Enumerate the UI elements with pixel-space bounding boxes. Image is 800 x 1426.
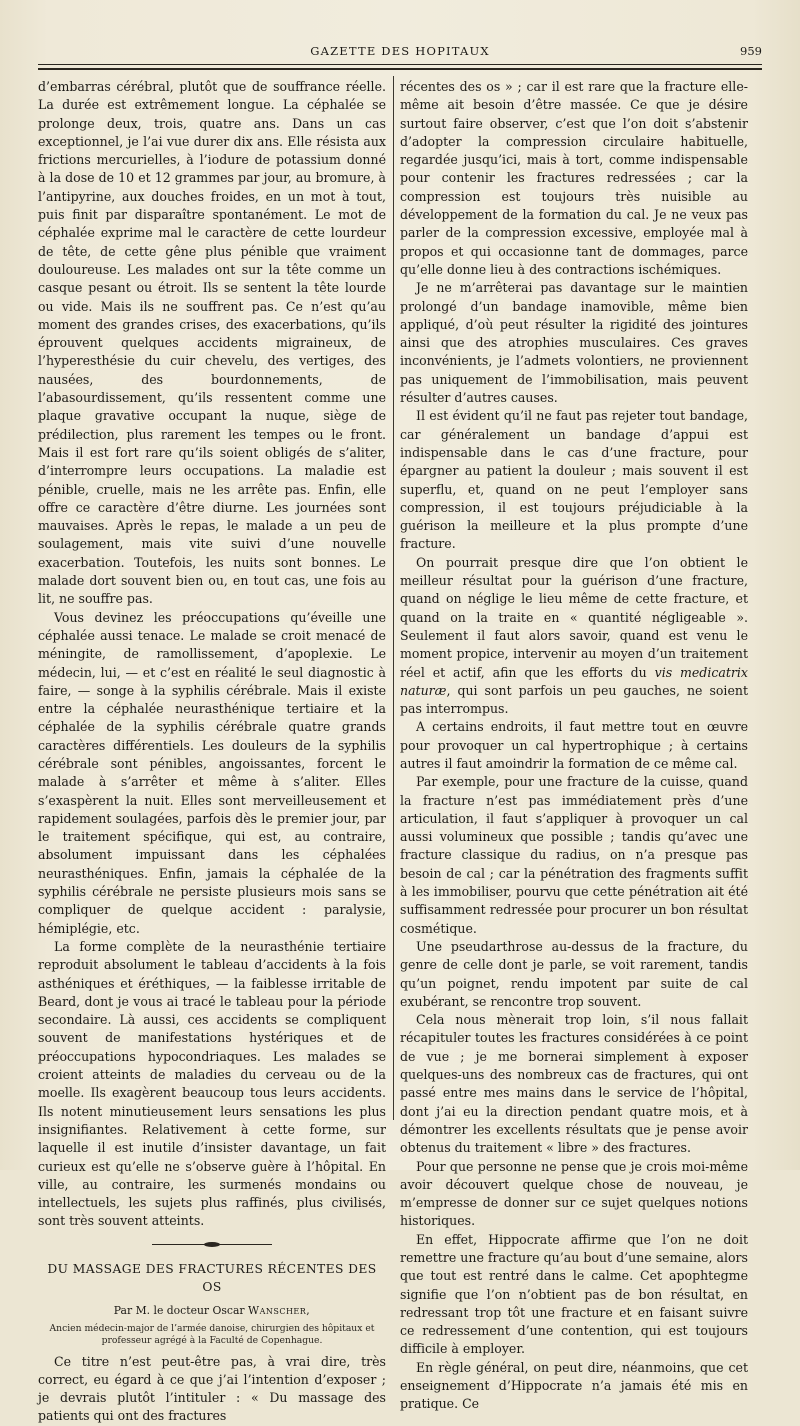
paragraph: A certains endroits, il faut mettre tout en œuvre pour provoquer un cal hypertrophique ; à certains autres il faut amoindrir la formation de ce même cal. xyxy=(400,719,748,771)
latin-phrase: vis medicatrix naturæ xyxy=(400,664,748,698)
paragraph: Je ne m’arrêterai pas davantage sur le maintien prolongé d’un bandage inamovible, même bien appliqué, d’où peut résulter la rigidité des jointures ainsi que des atrophies musculaires. Ces graves inconvénients, je l’admets volontiers, ne proviennent pas uniquement de l’immobilisation, mais peuvent résulter d’autres causes. xyxy=(400,280,748,406)
section-separator xyxy=(152,1241,272,1248)
right-column xyxy=(400,78,748,1414)
paragraph: En règle général, on peut dire, néanmoins, que cet enseignement d’Hippocrate n’a jamais été mis en pratique. Ce xyxy=(400,1359,748,1412)
header-rule-thin xyxy=(38,64,762,65)
paragraph: Pour que personne ne pense que je crois moi-même avoir découvert quelque chose de nouveau, je m’empresse de donner sur ce sujet quelques notions historiques. xyxy=(400,1158,748,1229)
page-header xyxy=(38,44,762,62)
paragraph: Par exemple, pour une fracture de la cuisse, quand la fracture n’est pas immédiatement près d’une articulation, il faut s’appliquer à provoquer un cal aussi volumineux que possible ; tandis qu’avec une fracture classique du radius, on n’a presque pas besoin de cal ; car la pénétration des fragments suffit à les immobiliser, pourvu que cette pénétration ait été suffisamment redressée pour procurer un bon résultat cosmétique. xyxy=(400,774,748,936)
paragraph: La forme complète de la neurasthénie tertiaire reproduit absolument le tableau d’accidents à la fois asthéniques et éréthiques, — la faiblesse irritable de Beard, dont je vous ai tracé le tableau pour la période secondaire. Là aussi, ces accidents se compliquent souvent de manifestations hystériques et de préoccupations hypocondriaques. Les malades se croient atteints de maladies du cerveau ou de la moelle. Ils exagèrent beaucoup tous leurs accidents. Ils notent minutieusement leurs sensations les plus insignifiantes. Relativement à cette forme, sur laquelle il est inutile d’insister davantage, un fait curieux est qu’elle ne s’observe guère à l’hôpital. En ville, au contraire, les surmenés mondains ou intellectuels, les sujets plus raffinés, plus civilisés, sont très souvent atteints. xyxy=(38,938,386,1229)
author-affiliation: Ancien médecin-major de l’armée danoise, chirurgien des hôpitaux et professeur agrégé à la Faculté de Copenhague. xyxy=(49,1322,375,1346)
text-run: , qui sont parfois un peu gauches, ne soient pas interrompus. xyxy=(400,682,748,717)
byline-prefix: Par M. le docteur Oscar xyxy=(113,1304,248,1318)
byline xyxy=(38,1302,386,1320)
paragraph: Cela nous mènerait trop loin, s’il nous fallait récapituler toutes les fractures considérées à ce point de vue ; je me bornerai simplement à exposer quelques-uns des nombreux cas de fractures, qui ont passé entre mes mains dans le service de l’hôpital, dont j’ai eu la direction pendant quatre mois, et à démontrer les excellents résultats que je pense avoir obtenus du traitement « libre » des fractures. xyxy=(400,1012,748,1156)
column-divider xyxy=(393,76,394,1120)
header-rule-thick xyxy=(38,68,762,70)
paragraph: Vous devinez les préoccupations qu’éveille une céphalée aussi tenace. Le malade se croit menacé de méningite, de ramollissement, d’apoplexie. Le médecin, lui, — et c’est en réalité le seul diagnostic à faire, — songe à la syphilis cérébrale. Mais il existe entre la céphalée neurasthénique tertiaire et la céphalée de la syphilis cérébrale quatre grands caractères différentiels. Les douleurs de la syphilis cérébrale sont pénibles, angoissantes, forcent le malade à s’arrêter et même à s’aliter. Elles s’exaspèrent la nuit. Elles sont merveilleusement et rapidement soulagées, parfois dès le premier jour, par le traitement spécifique, qui est, au contraire, absolument impuissant dans les céphalées neurasthéniques. Enfin, jamais la céphalée de la syphilis cérébrale ne persiste plusieurs mois sans se compliquer de quelque accident : paralysie, hémiplégie, etc. xyxy=(38,609,386,936)
article-title: DU MASSAGE DES FRACTURES RÉCENTES DES OS xyxy=(47,1261,377,1294)
paragraph xyxy=(400,554,748,719)
paragraph: Une pseudarthrose au-dessus de la fracture, du genre de celle dont je parle, se voit rarement, tandis qu’un poignet, rendu impotent par suite de cal exubérant, se rencontre trop souvent. xyxy=(400,938,748,1009)
running-title: GAZETTE DES HOPITAUX xyxy=(310,44,490,58)
paragraph: Il est évident qu’il ne faut pas rejeter tout bandage, car généralement un bandage d’appui est indispensable dans le cas d’une fracture, pour épargner au patient la douleur ; mais souvent il est superflu, et, quand on ne peut l’employer sans compression, il est toujours préjudiciable à la guérison la meilleure et la plus prompte d’une fracture. xyxy=(400,408,748,552)
paragraph: d’embarras cérébral, plutôt que de souffrance réelle. La durée est extrêmement longue. La céphalée se prolonge deux, trois, quatre ans. Dans un cas exceptionnel, je l’ai vue durer dix ans. Elle résista aux frictions mercurielles, à l’iodure de potassium donné à la dose de 10 et 12 grammes par jour, au bromure, à l’antipyrine, aux douches froides, en un mot à tout, puis finit par disparaître spontanément. Le mot de céphalée exprime mal le caractère de cette lourdeur de tête, de cette gêne plus pénible que vraiment douloureuse. Les malades ont sur la tête comme un casque pesant ou étroit. Ils se sentent la tête lourde ou vide. Mais ils ne souffrent pas. Ce n’est qu’au moment des grandes crises, des exacerbations, qu’ils éprouvent quelques accidents migraineux, de l’hyperesthésie du cuir chevelu, des vertiges, des nausées, des bourdonnements, de l’abasourdissement, qu’ils ressentent comme une plaque gravative occupant la nuque, siège de prédilection, plus rarement les tempes ou le front. Mais il est fort rare qu’ils soient obligés de s’aliter, d’interrompre leurs occupations. La maladie est pénible, cruelle, mais ne les arrête pas. Enfin, elle offre ce caractère d’être diurne. Les journées sont mauvaises. Après le repas, le malade a un peu de soulagement, mais vite suivi d’une nouvelle exacerbation. Toutefois, les nuits sont bonnes. Le malade dort souvent bien ou, en tout cas, une fois au lit, ne souffre pas. xyxy=(38,79,386,607)
paragraph: En effet, Hippocrate affirme que l’on ne doit remettre une fracture qu’au bout d’une semaine, alors que tout est rentré dans le calme. Cet apophtegme signifie que l’on n’obtient pas de bon résultat, en redressant trop tôt une fracture et en faisant suivre ce redressement d’une contention, qui est toujours difficile à employer. xyxy=(400,1231,748,1357)
left-column xyxy=(38,78,386,1426)
page-number: 959 xyxy=(740,44,762,58)
paragraph: récentes des os » ; car il est rare que la fracture elle-même ait besoin d’être massée. Ce que je désire surtout faire observer, c’est que l’on doit s’abstenir d’adopter la compression circulaire habituelle, regardée jusqu’ici, mais à tort, comme indispensable pour contenir les fractures redressées ; car la compression est toujours très nuisible au développement de la formation du cal. Je ne veux pas parler de la compression excessive, employée mal à propos et qui occasionne tant de dommages, parce qu’elle donne lieu à des contractions ischémiques. xyxy=(400,79,748,277)
byline-author: Wanscher, xyxy=(247,1304,311,1318)
text-run: On pourrait presque dire que l’on obtient le meilleur résultat pour la guérison d’une fracture, quand on néglige le lieu même de cette fracture, et quand on la traite en « quantité négligeable ». Seulement il faut alors savoir, quand est venu le moment propice, intervenir au moyen d’un traitement réel et actif, afin que les efforts du xyxy=(400,554,748,680)
paragraph: Ce titre n’est peut-être pas, à vrai dire, très correct, eu égard à ce que j’ai l’intention d’exposer ; je devrais plutôt l’intituler : « Du massage des patients qui ont des fractures xyxy=(38,1353,386,1424)
